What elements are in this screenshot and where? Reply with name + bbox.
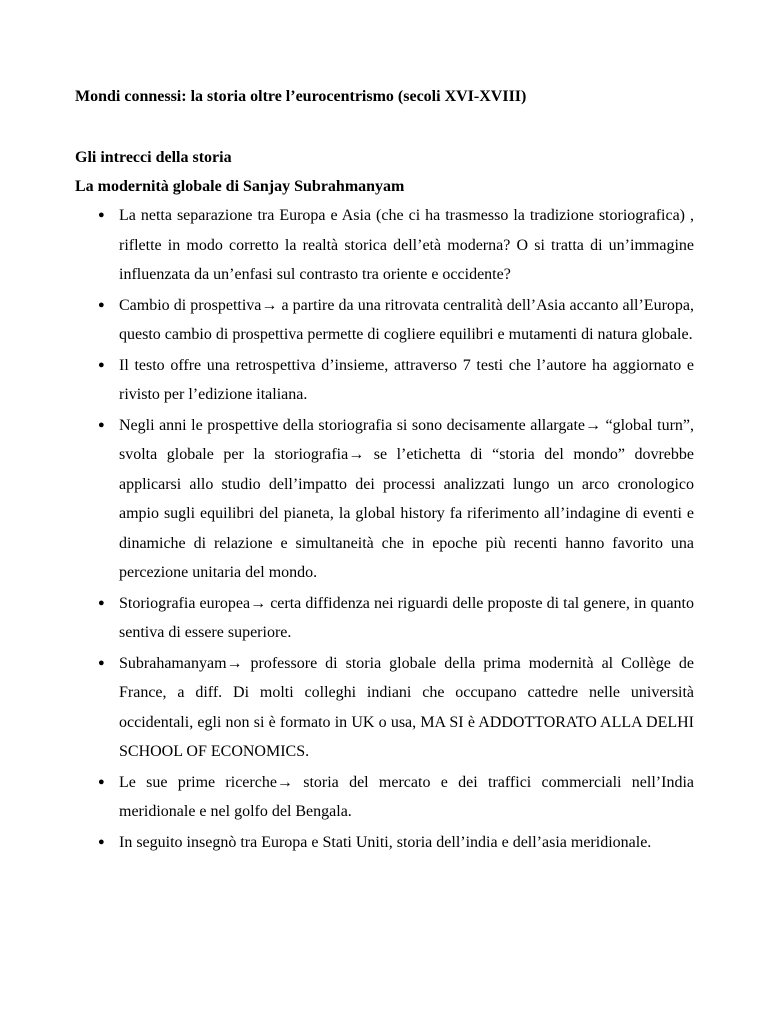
list-item-text: Storiografia europea→ certa diffidenza nei riguardi delle proposte di tal genere, in quanto sentiva di essere superiore. bbox=[119, 594, 694, 641]
list-item bbox=[75, 351, 694, 410]
bullet-icon: ● bbox=[98, 835, 105, 848]
list-item bbox=[75, 768, 694, 827]
list-item bbox=[75, 411, 694, 588]
list-item-text: Il testo offre una retrospettiva d’insieme, attraverso 7 testi che l’autore ha aggiornato e rivisto per l’edizione italiana. bbox=[119, 356, 694, 403]
bullet-icon: ● bbox=[98, 418, 105, 431]
list-item-text: In seguito insegnò tra Europa e Stati Uniti, storia dell’india e dell’asia meridionale. bbox=[119, 833, 652, 851]
list-item bbox=[75, 828, 694, 858]
bullet-list bbox=[75, 201, 694, 857]
list-item-text: Le sue prime ricerche→ storia del mercato e dei traffici commerciali nell’India meridionale e nel golfo del Bengala. bbox=[119, 773, 694, 820]
list-item-text: Subrahamanyam→ professore di storia globale della prima modernità al Collège de France, a diff. Di molti colleghi indiani che occupano cattedre nelle università occidentali, egli non si è formato in UK o usa, MA SI è ADDOTTORATO ALLA DELHI SCHOOL OF ECONOMICS. bbox=[119, 654, 694, 760]
bullet-icon: ● bbox=[98, 775, 105, 788]
bullet-icon: ● bbox=[98, 656, 105, 669]
list-item bbox=[75, 291, 694, 350]
list-item-text: Cambio di prospettiva→ a partire da una ritrovata centralità dell’Asia accanto all’Europa, questo cambio di prospettiva permette di cogliere equilibri e mutamenti di natura globale. bbox=[119, 296, 694, 343]
bullet-icon: ● bbox=[98, 209, 105, 221]
document-title: Mondi connessi: la storia oltre l’eurocentrismo (secoli XVI-XVIII) bbox=[75, 88, 527, 105]
list-item bbox=[75, 589, 694, 648]
section-title: Gli intrecci della storia bbox=[75, 149, 232, 166]
list-item-text: La netta separazione tra Europa e Asia (che ci ha trasmesso la tradizione storiografica) , riflette in modo corretto la realtà storica dell’età moderna? O si tratta di un’immagine influenzata da un’enfasi sul contrasto tra oriente e occidente? bbox=[119, 207, 694, 283]
list-item bbox=[75, 201, 694, 290]
subtitle: La modernità globale di Sanjay Subrahmanyam bbox=[75, 178, 405, 195]
bullet-icon: ● bbox=[98, 596, 105, 609]
list-item bbox=[75, 649, 694, 767]
list-item-text: Negli anni le prospettive della storiografia si sono decisamente allargate→ “global turn”, svolta globale per la storiografia→ se l’etichetta di “storia del mondo” dovrebbe applicarsi allo studio dell’impatto dei processi analizzati lungo un arco cronologico ampio sugli equilibri del pianeta, la global history fa riferimento all’indagine di eventi e dinamiche di relazione e simultaneità che in epoche più recenti hanno favorito una percezione unitaria del mondo. bbox=[119, 416, 694, 581]
bullet-icon: ● bbox=[98, 298, 105, 311]
document-body bbox=[75, 86, 694, 858]
bullet-icon: ● bbox=[98, 358, 105, 371]
